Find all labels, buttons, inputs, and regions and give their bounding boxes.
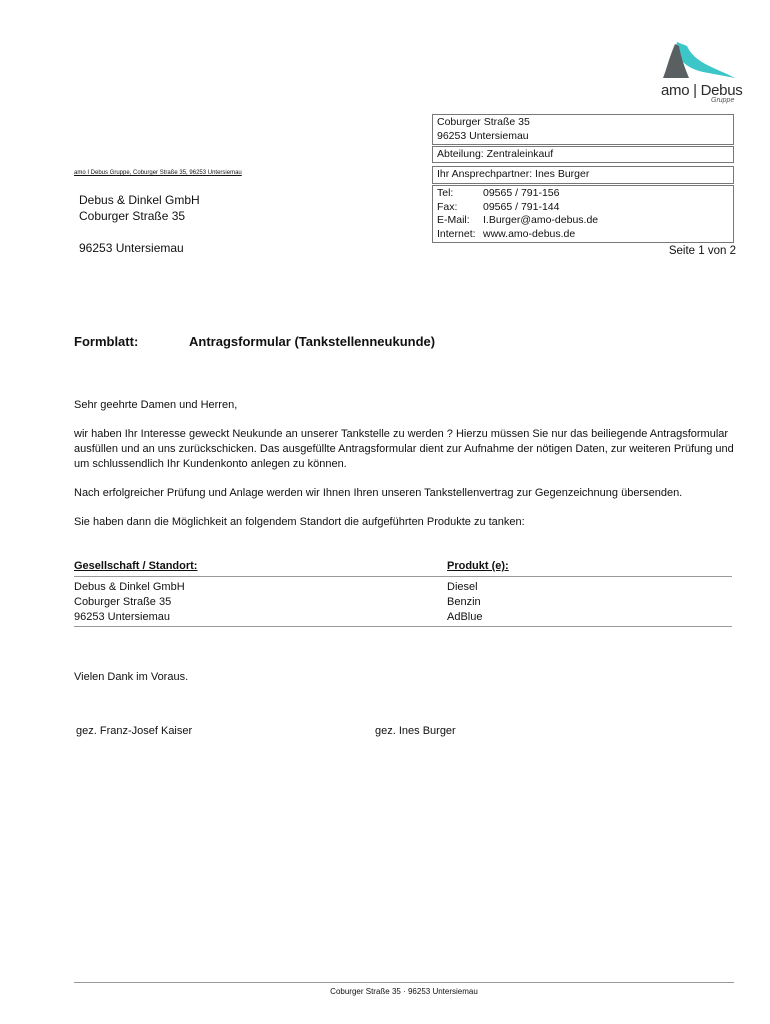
form-title: Antragsformular (Tankstellenneukunde) (189, 334, 436, 349)
contact-value: 09565 / 791-144 (483, 200, 560, 213)
contact-row-fax (437, 201, 729, 215)
email-link[interactable]: I.Burger@amo-debus.de (483, 214, 599, 226)
contact-person: Ihr Ansprechpartner: Ines Burger (437, 168, 590, 180)
logo-subtitle: Gruppe (711, 97, 735, 104)
website-link[interactable]: www.amo-debus.de (483, 227, 576, 240)
recipient-address (79, 192, 200, 256)
contact-label: Tel: (437, 187, 454, 199)
contact-row-tel (437, 187, 729, 201)
table-divider (74, 576, 732, 577)
product-item: AdBlue (447, 611, 483, 623)
recipient-line: Coburger Straße 35 (79, 209, 186, 223)
contact-row-internet (437, 228, 729, 242)
department-box (432, 146, 734, 163)
address-line: Coburger Straße 35 (437, 116, 530, 128)
address-line: 96253 Untersiemau (437, 129, 529, 142)
table-divider (74, 626, 732, 627)
address-box (432, 114, 734, 145)
product-item: Diesel (447, 581, 478, 593)
closing-text: Vielen Dank im Voraus. (74, 671, 189, 683)
logo-text: amo | Debus (661, 82, 743, 99)
table-header-products: Produkt (e): (447, 560, 509, 572)
recipient-line: 96253 Untersiemau (79, 241, 184, 255)
table-cell-products (447, 580, 482, 625)
footer-divider (74, 982, 734, 983)
contact-label: E-Mail: (437, 214, 470, 226)
signature: gez. Franz-Josef Kaiser (76, 725, 193, 737)
location-line: Coburger Straße 35 (74, 596, 172, 608)
location-line: Debus & Dinkel GmbH (74, 581, 185, 593)
paragraph: Sie haben dann die Möglichkeit an folgendem Standort die aufgeführten Produkte zu tanken: (74, 516, 525, 528)
form-label: Formblatt: (74, 334, 139, 349)
paragraph: Nach erfolgreicher Prüfung und Anlage werden wir Ihnen Ihren unseren Tankstellenvertrag zur Gegenzeichnung übersenden. (74, 487, 683, 499)
contact-value: 09565 / 791-156 (483, 187, 560, 199)
table-cell-location (74, 580, 185, 625)
product-item: Benzin (447, 596, 481, 608)
department: Abteilung: Zentraleinkauf (437, 148, 554, 160)
footer-text: Coburger Straße 35 · 96253 Untersiemau (330, 987, 478, 996)
signature: gez. Ines Burger (375, 725, 456, 737)
location-line: 96253 Untersiemau (74, 611, 171, 623)
contact-label: Fax: (437, 200, 458, 213)
recipient-line: Debus & Dinkel GmbH (79, 193, 200, 207)
contact-row-email (437, 214, 729, 228)
salutation: Sehr geehrte Damen und Herren, (74, 399, 238, 411)
contact-details-box (432, 185, 734, 243)
contact-label: Internet: (437, 227, 476, 240)
sender-line: amo I Debus Gruppe, Coburger Straße 35, 96253 Untersiemau (74, 170, 242, 176)
table-header-location: Gesellschaft / Standort: (74, 560, 198, 572)
page-number: Seite 1 von 2 (668, 245, 736, 257)
contact-person-box (432, 166, 734, 184)
paragraph: wir haben Ihr Interesse geweckt Neukunde an unserer Tankstelle zu werden ? Hierzu müssen Sie nur das beiliegende Antragsformular ausfüllen und an uns zurückschicken. Das ausgefüllte Antragsformular dient zur Aufnahme der nötigen Daten, zur weiteren Prüfung und um schlussendlich Ihr Kundenkonto anlegen zu können. (74, 428, 734, 470)
